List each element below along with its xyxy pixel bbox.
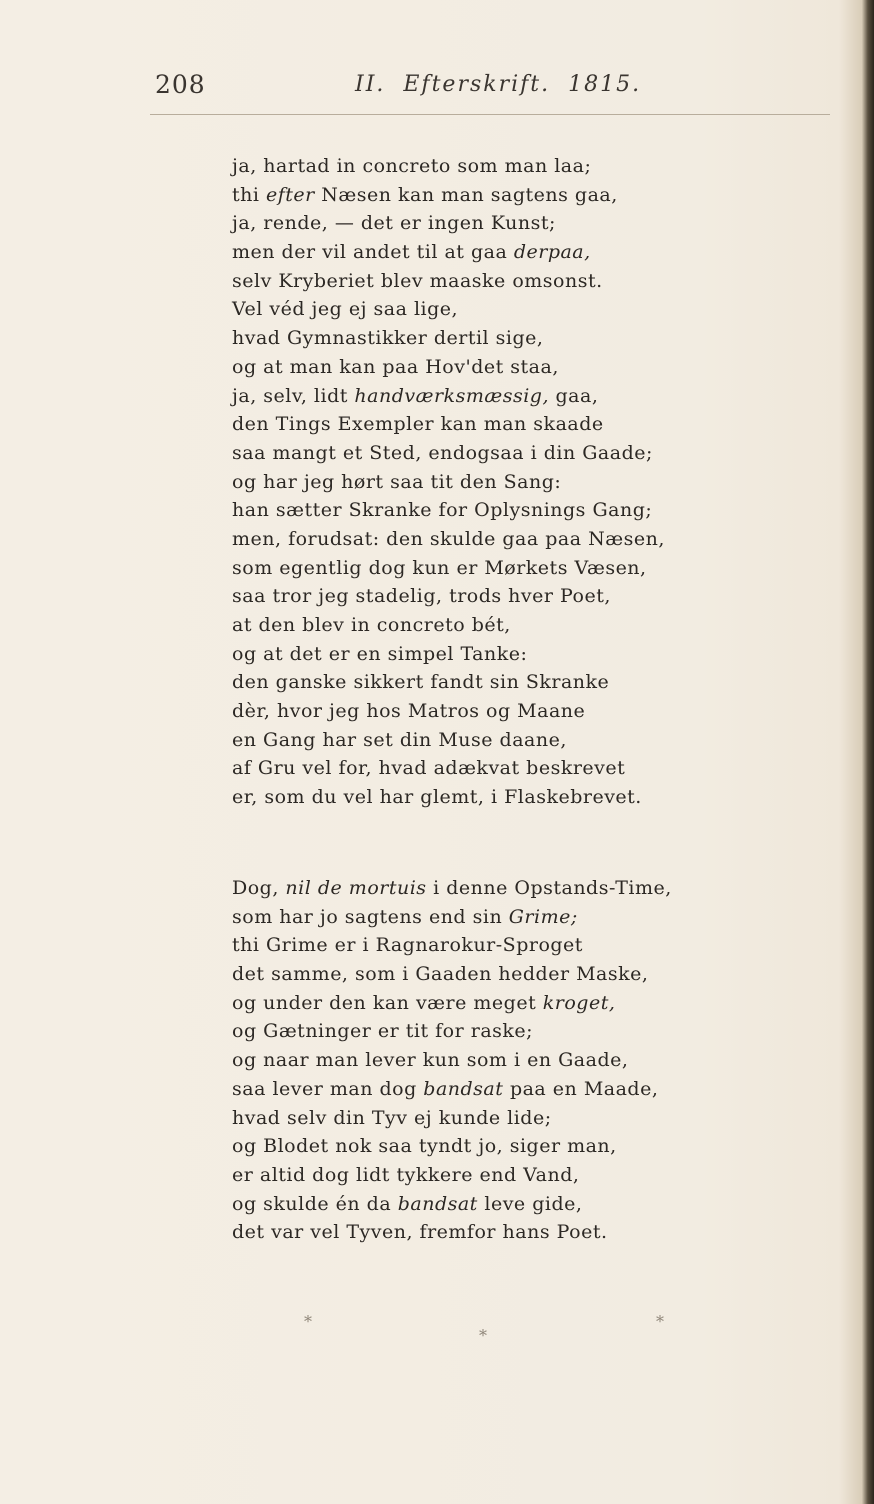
verse-text: thi Grime er i Ragnarokur-Sproget bbox=[232, 934, 583, 957]
verse-line bbox=[232, 267, 732, 296]
verse-text: saa tror jeg stadelig, trods hver Poet, bbox=[232, 585, 611, 608]
verse-text: af Gru vel for, hvad adækvat beskrevet bbox=[232, 757, 626, 780]
verse-text: er altid dog lidt tykkere end Vand, bbox=[232, 1163, 580, 1186]
poem-stanza bbox=[232, 152, 732, 812]
verse-text: at den blev in concreto bét, bbox=[232, 614, 511, 636]
verse-text: Vel véd jeg ej saa lige, bbox=[232, 298, 459, 321]
verse-line bbox=[232, 1132, 732, 1161]
verse-line bbox=[232, 152, 732, 181]
poem-stanza bbox=[232, 874, 732, 1247]
verse-line bbox=[232, 874, 732, 903]
verse-text: hvad Gymnastikker dertil sige, bbox=[232, 327, 544, 350]
verse-line bbox=[232, 1075, 732, 1104]
asterism bbox=[0, 1308, 874, 1348]
verse-text: er, som du vel har glemt, i Flaskebrevet. bbox=[232, 786, 642, 809]
verse-italic-text: Grime; bbox=[508, 905, 578, 928]
verse-text: og at man kan paa Hov'det staa, bbox=[232, 355, 559, 378]
verse-line bbox=[232, 611, 732, 640]
asterisk-ornament: * bbox=[304, 1312, 312, 1331]
verse-text: men, forudsat: den skulde gaa paa Næsen, bbox=[232, 527, 665, 550]
verse-line bbox=[232, 525, 732, 554]
verse-italic-text: derpaa, bbox=[513, 241, 591, 264]
verse-line bbox=[232, 496, 732, 525]
verse-line bbox=[232, 238, 732, 267]
verse-text: dèr, hvor jeg hos Matros og Maane bbox=[232, 700, 586, 723]
verse-line bbox=[232, 931, 732, 960]
verse-italic-text: efter bbox=[266, 183, 315, 206]
verse-line bbox=[232, 726, 732, 755]
verse-line bbox=[232, 1218, 732, 1247]
verse-text: som egentlig dog kun er Mørkets Væsen, bbox=[232, 556, 647, 579]
verse-line bbox=[232, 209, 732, 238]
verse-text: som har jo sagtens end sin bbox=[232, 905, 509, 928]
verse-line bbox=[232, 640, 732, 669]
verse-line bbox=[232, 353, 732, 382]
verse-text: thi bbox=[232, 183, 266, 206]
verse-line bbox=[232, 754, 732, 783]
verse-line bbox=[232, 382, 732, 411]
verse-text: paa en Maade, bbox=[503, 1077, 659, 1100]
verse-text: og at det er en simpel Tanke: bbox=[232, 642, 528, 665]
verse-line bbox=[232, 468, 732, 497]
verse-line bbox=[232, 1190, 732, 1219]
verse-text: den ganske sikkert fandt sin Skranke bbox=[232, 671, 610, 694]
verse-text: saa mangt et Sted, endogsaa i din Gaade; bbox=[232, 441, 653, 464]
verse-line bbox=[232, 295, 732, 324]
verse-text: men der vil andet til at gaa bbox=[232, 241, 514, 264]
verse-text: leve gide, bbox=[477, 1192, 583, 1215]
page-header bbox=[155, 70, 825, 104]
verse-text: og Gætninger er tit for raske; bbox=[232, 1020, 534, 1043]
verse-line bbox=[232, 1017, 732, 1046]
verse-text: i denne Opstands-Time, bbox=[426, 877, 672, 899]
asterisk-ornament: * bbox=[479, 1326, 487, 1345]
verse-line bbox=[232, 960, 732, 989]
verse-line bbox=[232, 783, 732, 812]
verse-text: Dog, bbox=[232, 877, 286, 899]
verse-line bbox=[232, 554, 732, 583]
verse-italic-text: kroget, bbox=[542, 991, 616, 1014]
verse-line bbox=[232, 324, 732, 353]
running-head-part: 1815. bbox=[568, 72, 642, 97]
verse-text: og har jeg hørt saa tit den Sang: bbox=[232, 470, 562, 493]
verse-italic-text: nil de mortuis bbox=[285, 877, 427, 899]
running-head-part: II. bbox=[355, 72, 386, 97]
verse-text: og skulde én da bbox=[232, 1192, 398, 1215]
verse-text: gaa, bbox=[548, 384, 599, 407]
header-rule bbox=[150, 114, 830, 115]
verse-line bbox=[232, 989, 732, 1018]
verse-text: og Blodet nok saa tyndt jo, siger man, bbox=[232, 1135, 617, 1158]
verse-italic-text: bandsat bbox=[423, 1077, 504, 1100]
verse-line bbox=[232, 1161, 732, 1190]
verse-line bbox=[232, 1046, 732, 1075]
verse-italic-text: bandsat bbox=[397, 1192, 478, 1215]
verse-text: saa lever man dog bbox=[232, 1077, 424, 1100]
verse-line bbox=[232, 410, 732, 439]
verse-line bbox=[232, 582, 732, 611]
verse-text: og naar man lever kun som i en Gaade, bbox=[232, 1049, 629, 1072]
asterisk-ornament: * bbox=[656, 1312, 664, 1331]
verse-line bbox=[232, 439, 732, 468]
verse-text: hvad selv din Tyv ej kunde lide; bbox=[232, 1106, 552, 1129]
running-head bbox=[355, 72, 659, 97]
verse-text: en Gang har set din Muse daane, bbox=[232, 728, 567, 751]
page-number: 208 bbox=[155, 70, 206, 99]
verse-text: han sætter Skranke for Oplysnings Gang; bbox=[232, 499, 653, 522]
verse-text: selv Kryberiet blev maaske omsonst. bbox=[232, 269, 603, 292]
verse-line bbox=[232, 903, 732, 932]
verse-line bbox=[232, 697, 732, 726]
verse-text: ja, selv, lidt bbox=[232, 384, 355, 407]
verse-line bbox=[232, 1104, 732, 1133]
verse-text: ja, hartad in concreto som man laa; bbox=[232, 155, 592, 177]
verse-text: det samme, som i Gaaden hedder Maske, bbox=[232, 963, 649, 986]
running-head-part: Efterskrift. bbox=[403, 72, 551, 97]
verse-text: det var vel Tyven, fremfor hans Poet. bbox=[232, 1221, 608, 1244]
verse-text: og under den kan være meget bbox=[232, 991, 543, 1014]
verse-text: Næsen kan man sagtens gaa, bbox=[314, 183, 618, 206]
verse-line bbox=[232, 181, 732, 210]
verse-text: den Tings Exempler kan man skaade bbox=[232, 413, 604, 436]
verse-italic-text: handværksmæssig, bbox=[354, 384, 549, 407]
verse-text: ja, rende, — det er ingen Kunst; bbox=[232, 212, 556, 235]
verse-line bbox=[232, 668, 732, 697]
